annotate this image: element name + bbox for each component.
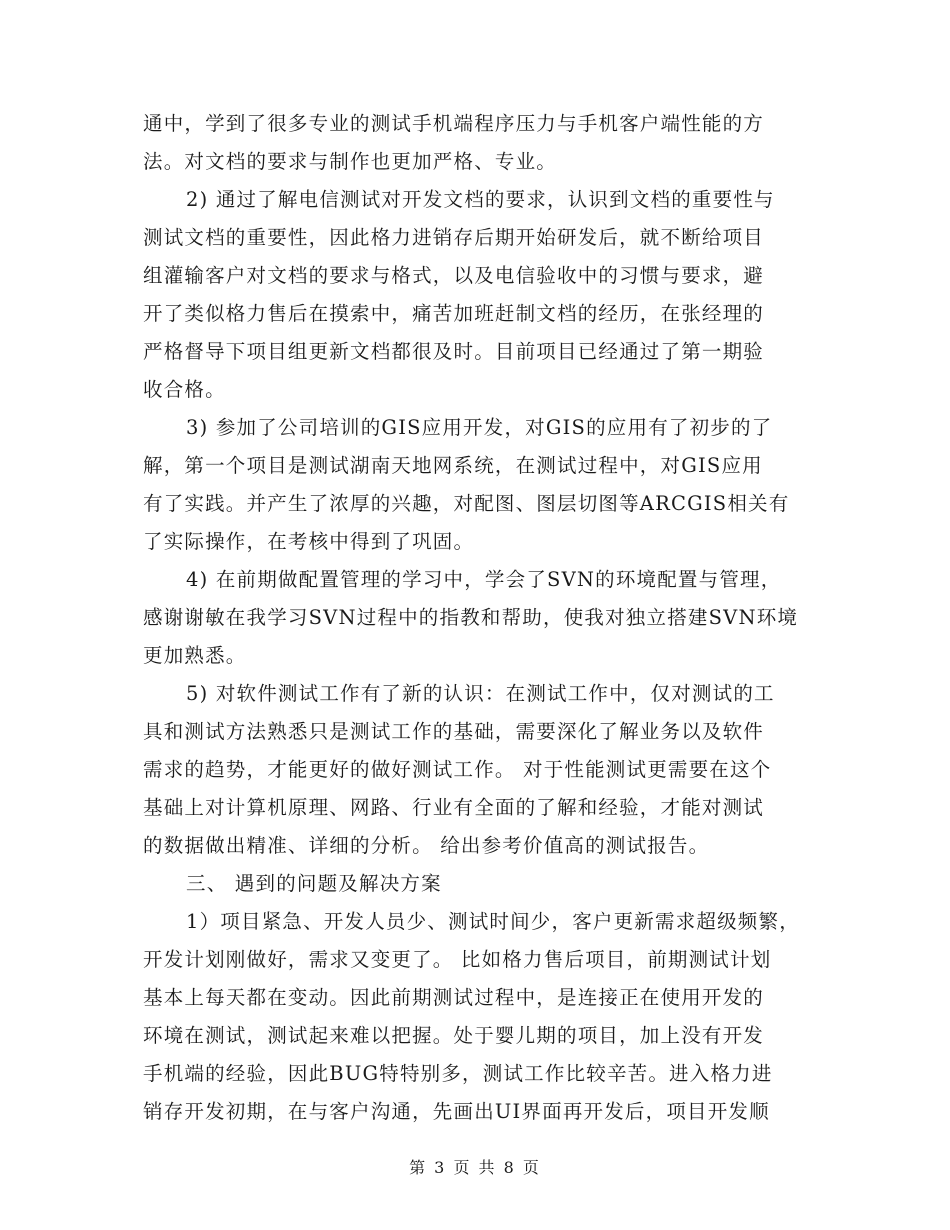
- text-line: 法。对文档的要求与制作也更加严格、专业。: [143, 150, 558, 173]
- text-line: 1）项目紧急、开发人员少、测试时间少，客户更新需求超级频繁，: [186, 910, 800, 933]
- text-line: 基本上每天都在变动。因此前期测试过程中，是连接正在使用开发的: [143, 986, 765, 1009]
- text-line: 通中，学到了很多专业的测试手机端程序压力与手机客户端性能的方: [143, 112, 765, 135]
- text-line: 开发计划刚做好，需求又变更了。 比如格力售后项目，前期测试计划: [143, 948, 772, 971]
- text-line: 3) 参加了公司培训的GIS应用开发，对GIS的应用有了初步的了: [186, 416, 773, 439]
- text-line: 解，第一个项目是测试湖南天地网系统，在测试过程中，对GIS应用: [143, 454, 763, 477]
- text-line: 销存开发初期，在与客户沟通，先画出UI界面再开发后，项目开发顺: [143, 1100, 770, 1123]
- text-line: 了实际操作，在考核中得到了巩固。: [143, 530, 475, 553]
- text-line: 4) 在前期做配置管理的学习中，学会了SVN的环境配置与管理，: [186, 568, 782, 591]
- page-number: 第 3 页 共 8 页: [409, 1158, 541, 1177]
- text-line: 需求的趋势，才能更好的做好测试工作。 对于性能测试更需要在这个: [143, 758, 772, 781]
- text-line: 手机端的经验，因此BUG特特别多，测试工作比较辛苦。进入格力进: [143, 1062, 773, 1085]
- section-heading: 三、 遇到的问题及解决方案: [186, 872, 442, 895]
- text-line: 2) 通过了解电信测试对开发文档的要求，认识到文档的重要性与: [186, 188, 775, 211]
- text-line: 组灌输客户对文档的要求与格式，以及电信验收中的习惯与要求，避: [143, 264, 765, 287]
- text-line: 的数据做出精准、详细的分析。 给出参考价值高的测试报告。: [143, 834, 710, 857]
- text-line: 有了实践。并产生了浓厚的兴趣，对配图、图层切图等ARCGIS相关有: [143, 492, 790, 515]
- text-line: 5) 对软件测试工作有了新的认识：在测试工作中，仅对测试的工: [186, 682, 775, 705]
- text-line: 开了类似格力售后在摸索中，痛苦加班赶制文档的经历，在张经理的: [143, 302, 765, 325]
- text-line: 测试文档的重要性，因此格力进销存后期开始研发后，就不断给项目: [143, 226, 765, 249]
- text-line: 感谢谢敏在我学习SVN过程中的指教和帮助，使我对独立搭建SVN环境: [143, 606, 799, 629]
- text-line: 基础上对计算机原理、网路、行业有全面的了解和经验，才能对测试: [143, 796, 765, 819]
- text-line: 具和测试方法熟悉只是测试工作的基础，需要深化了解业务以及软件: [143, 720, 765, 743]
- text-line: 收合格。: [143, 378, 226, 401]
- text-line: 更加熟悉。: [143, 644, 247, 667]
- text-line: 严格督导下项目组更新文档都很及时。目前项目已经通过了第一期验: [143, 340, 765, 363]
- text-line: 环境在测试，测试起来难以把握。处于婴儿期的项目，加上没有开发: [143, 1024, 765, 1047]
